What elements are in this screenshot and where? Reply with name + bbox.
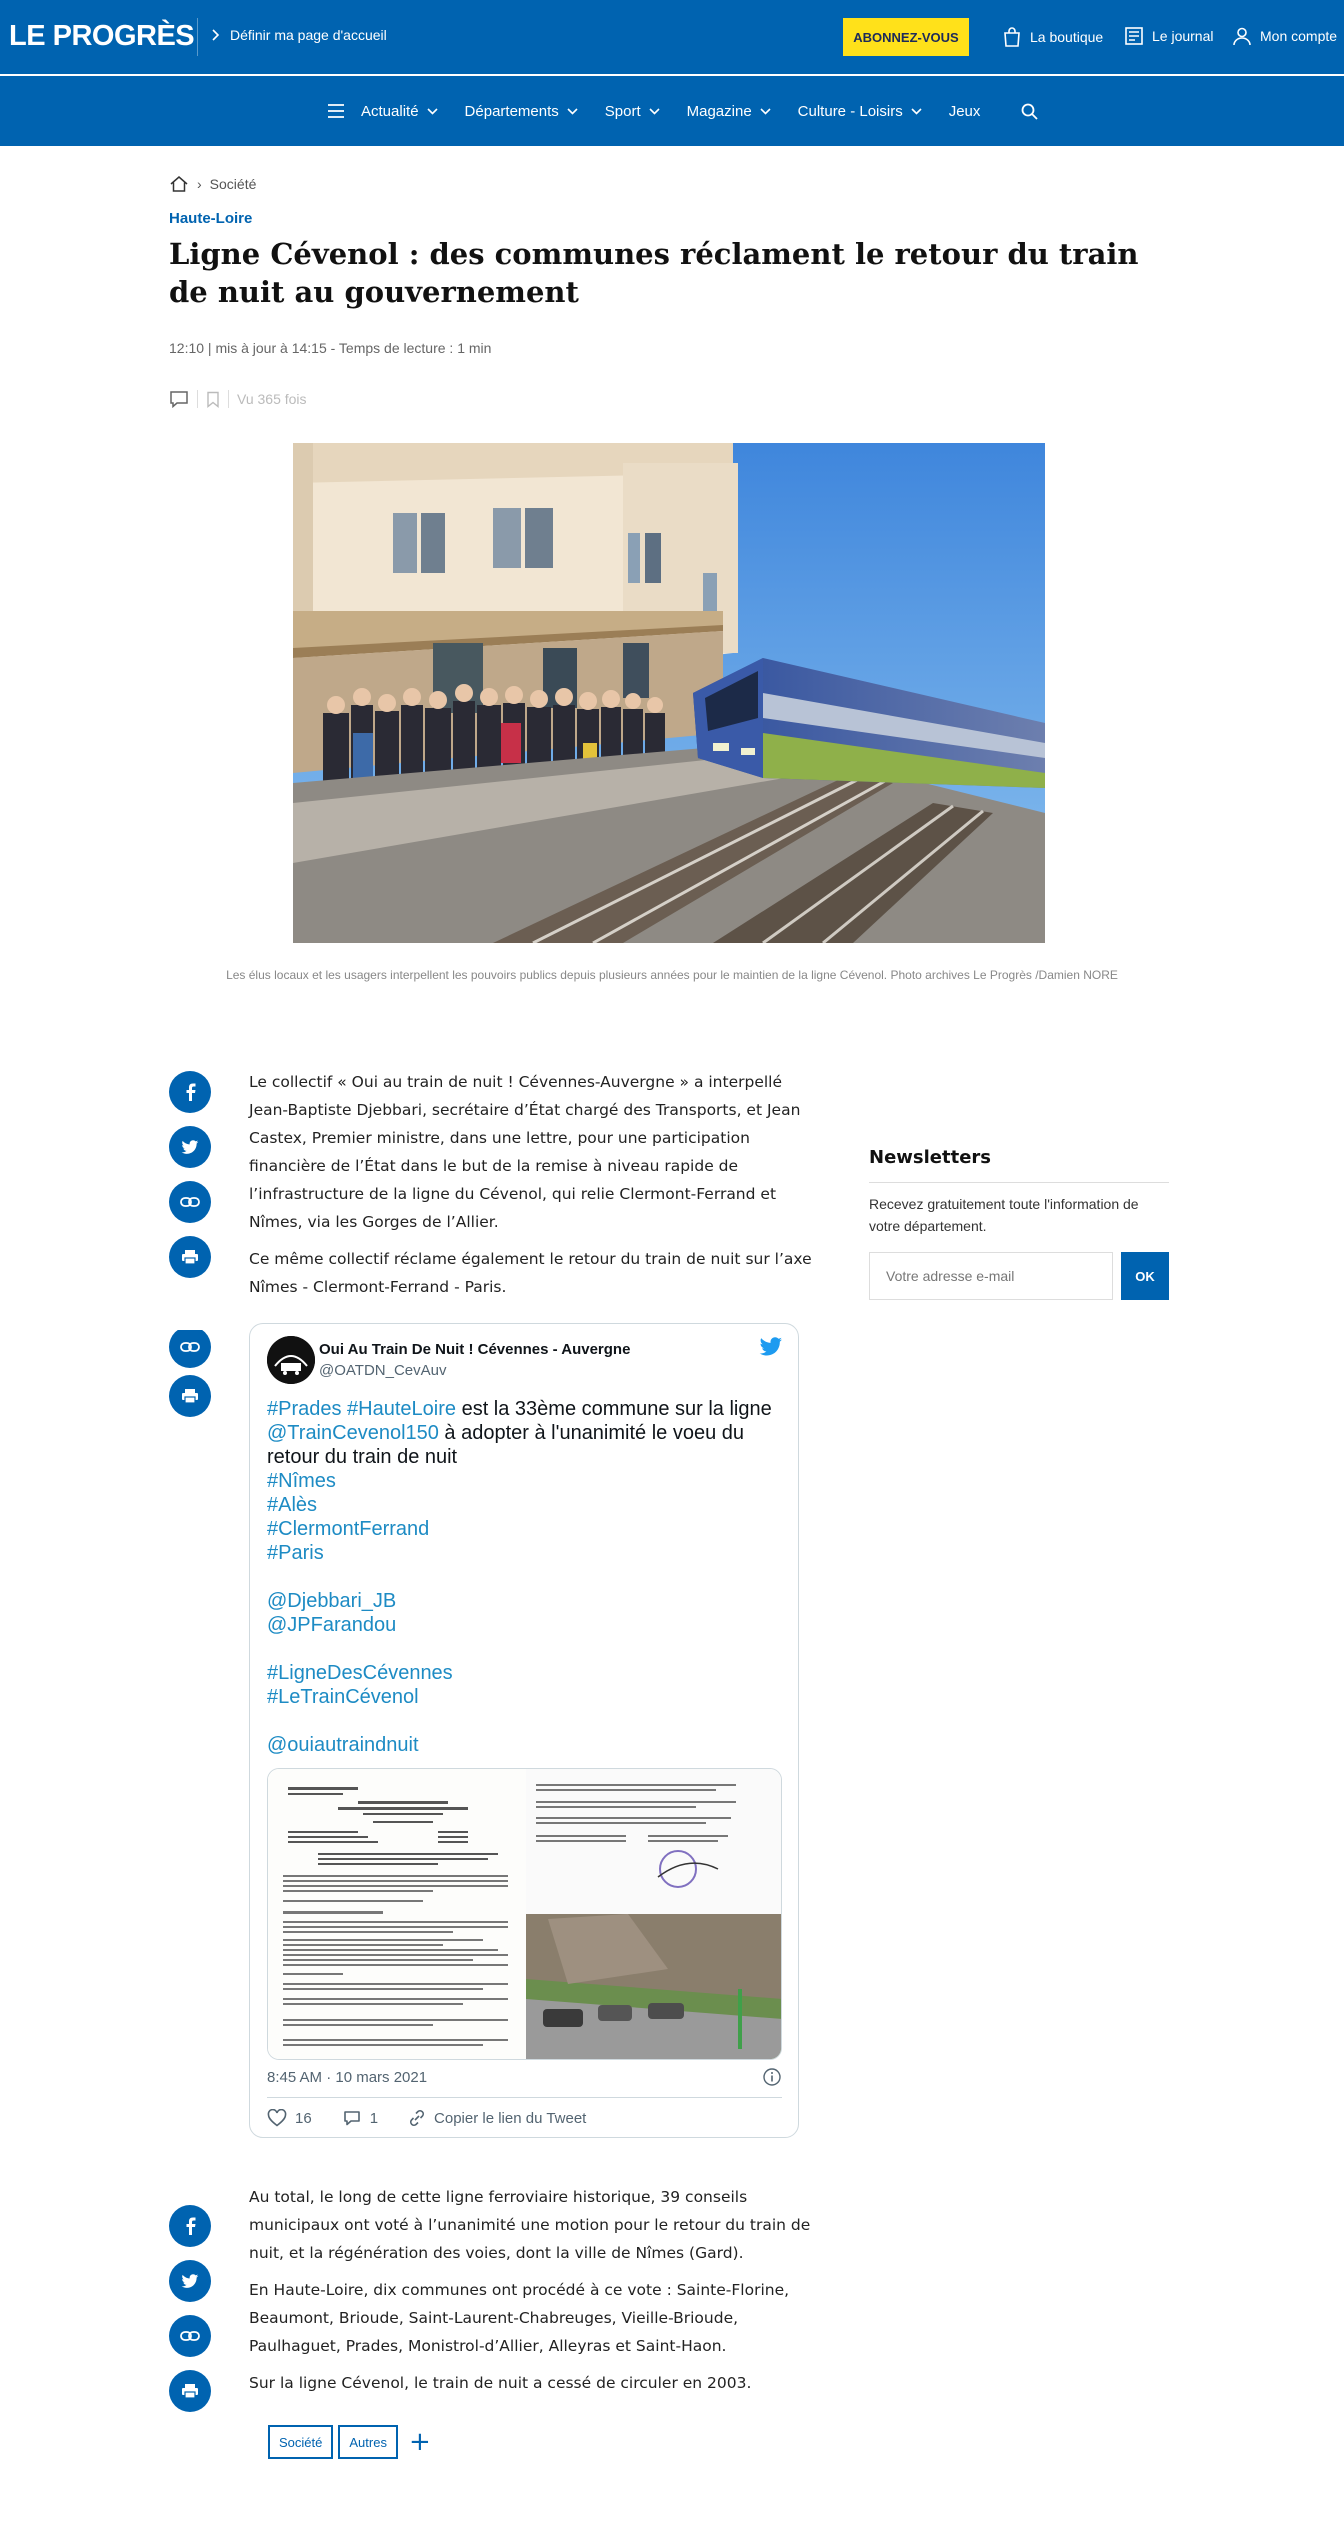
tweet-timestamp[interactable]: 8:45 AM · 10 mars 2021 (267, 2069, 428, 2086)
facebook-icon (183, 1083, 197, 1101)
twitter-share-button[interactable] (169, 1126, 211, 1168)
share-toolbar (169, 1071, 211, 1278)
tweet-hashtag[interactable]: #Prades #HauteLoire (267, 1398, 457, 1420)
tweet-line-gap (267, 1709, 787, 1733)
article-paragraph: Au total, le long de cette ligne ferroviaire historique, 39 conseils municipaux ont voté à l’unanimité une motion pour le retour du train de nuit, et la régénération des voies, dont la ville de Nîmes (Gard). (249, 2188, 811, 2262)
view-count: Vu 365 fois (237, 391, 307, 407)
nav-item-label: Magazine (686, 102, 752, 120)
tweet-mention[interactable]: @Djebbari_JB (267, 1590, 397, 1612)
tweet-hashtag[interactable]: #LeTrainCévenol (267, 1686, 419, 1708)
article-paragraph: Le collectif « Oui au train de nuit ! Cévennes-Auvergne » a interpellé Jean-Baptiste Djebbari, secrétaire d’État chargé des Transports, et Jean Castex, Premier ministre, dans une lettre, pour une participation financière de l’État dans le but de la remise à niveau rapide de l’infrastructure de la ligne du Cévenol, qui relie Clermont-Ferrand et Nîmes, via les Gorges de l’Allier. (249, 1073, 801, 1231)
breadcrumb (169, 175, 256, 193)
link-icon (180, 2330, 200, 2342)
tag-societe[interactable]: Société (268, 2425, 333, 2459)
nav-item-sport[interactable] (605, 103, 660, 120)
nav-item-jeux[interactable] (949, 103, 981, 120)
reader-divider (228, 390, 229, 408)
tweet-like-count: 16 (295, 2109, 312, 2127)
nav-item-actualite[interactable] (361, 103, 438, 120)
nav-item-magazine[interactable] (687, 103, 771, 120)
tweet-hashtag[interactable]: #Alès (267, 1494, 318, 1516)
article-body-part-1 (249, 1068, 824, 1310)
twitter-share-button[interactable] (169, 2260, 211, 2302)
link-icon (408, 2109, 426, 2127)
article-paragraph: En Haute-Loire, dix communes ont procédé à ce vote : Sainte-Florine, Beaumont, Brioude, Saint-Laurent-Chabreuges, Vieille-Brioude, Paulhaguet, Prades, Monistrol-d’Allier, Alleyras et Saint-Haon. (249, 2281, 790, 2355)
article-category[interactable]: Haute-Loire (169, 210, 253, 227)
newspaper-icon (1124, 26, 1144, 46)
tweet-hashtag[interactable]: #ClermontFerrand (267, 1518, 430, 1540)
tweet-line-gap (267, 1565, 787, 1589)
journal-label: Le journal (1152, 28, 1214, 44)
tweet-avatar[interactable] (267, 1336, 315, 1384)
tweet-copy-link-label: Copier le lien du Tweet (434, 2109, 587, 2127)
tweet-hashtag[interactable]: #LigneDesCévennes (267, 1662, 453, 1684)
tweet-mention[interactable]: @JPFarandou (267, 1614, 397, 1636)
facebook-share-button[interactable] (169, 1071, 211, 1113)
boutique-link[interactable] (1002, 26, 1103, 48)
tweet-divider (267, 2097, 782, 2098)
facebook-share-button[interactable] (169, 2205, 211, 2247)
sticky-share-toolbar-print (169, 1375, 211, 1417)
menu-icon[interactable] (327, 104, 345, 118)
article-paragraph: Ce même collectif réclame également le retour du train de nuit sur l’axe Nîmes - Clermont-Ferrand - Paris. (249, 1250, 812, 1296)
boutique-label: La boutique (1030, 29, 1104, 45)
top-bar (0, 0, 1344, 74)
info-icon[interactable] (762, 2067, 782, 2087)
account-label: Mon compte (1260, 28, 1338, 44)
nav-item-departements[interactable] (465, 103, 578, 120)
subscribe-button[interactable]: ABONNEZ-VOUS (843, 18, 969, 56)
tweet-author-handle[interactable]: @OATDN_CevAuv (319, 1362, 447, 1379)
article-photo[interactable] (293, 443, 1045, 943)
link-icon (180, 1341, 200, 1353)
nav-item-label: Culture - Loisirs (797, 102, 903, 120)
twitter-bird-icon[interactable] (759, 1337, 783, 1357)
chevron-down-icon (911, 108, 922, 115)
tweet-copy-link-button[interactable] (408, 2109, 586, 2127)
nav-item-label: Actualité (361, 102, 419, 120)
reader-tools (169, 390, 307, 408)
header-divider (197, 18, 198, 56)
photo-caption: Les élus locaux et les usagers interpellent les pouvoirs publics depuis plusieurs années pour le maintien de la ligne Cévenol. Photo archives Le Progrès /Damien NORE (226, 968, 1118, 982)
printer-icon (181, 1249, 199, 1265)
twitter-icon (181, 1140, 199, 1155)
shopping-bag-icon (1002, 26, 1022, 48)
nav-item-label: Sport (604, 102, 641, 120)
nav-item-label: Départements (464, 102, 559, 120)
chevron-right-icon (212, 29, 220, 41)
tweet-like-button[interactable] (267, 2109, 312, 2127)
printer-icon (181, 1388, 199, 1404)
tweet-actions (267, 2109, 608, 2127)
tweet-text (267, 1397, 787, 1757)
share-toolbar-bottom (169, 2205, 211, 2412)
copy-link-button[interactable] (169, 1326, 211, 1368)
journal-link[interactable] (1124, 26, 1214, 46)
reply-bubble-icon (342, 2109, 362, 2127)
breadcrumb-separator: › (197, 176, 202, 192)
set-homepage-label: Définir ma page d'accueil (230, 27, 387, 43)
tweet-author-name[interactable]: Oui Au Train De Nuit ! Cévennes - Auvergne (319, 1341, 631, 1358)
article-meta: 12:10 | mis à jour à 14:15 - Temps de lecture : 1 min (169, 340, 492, 356)
newsletter-title: Newsletters (869, 1147, 1169, 1183)
home-icon[interactable] (169, 175, 189, 193)
facebook-icon (183, 2217, 197, 2235)
train-station-illustration (293, 443, 1045, 943)
newsletter-email-input[interactable] (869, 1252, 1113, 1300)
tweet-hashtag[interactable]: #Paris (267, 1542, 324, 1564)
chevron-down-icon (567, 108, 578, 115)
tweet-mention[interactable]: @ouiautraindnuit (267, 1734, 419, 1756)
tweet-reply-count: 1 (369, 2109, 379, 2127)
main-navigation (0, 76, 1344, 146)
user-icon (1232, 26, 1252, 46)
embedded-tweet[interactable] (249, 1323, 799, 2138)
breadcrumb-section[interactable]: Société (209, 176, 257, 192)
search-icon[interactable] (1021, 103, 1038, 120)
article-tags (268, 2425, 431, 2459)
print-button[interactable] (169, 1375, 211, 1417)
tag-autres[interactable]: Autres (338, 2425, 398, 2459)
tweet-line-gap (267, 1637, 787, 1661)
print-button[interactable] (169, 2370, 211, 2412)
nav-item-culture-loisirs[interactable] (798, 103, 922, 120)
printer-icon (181, 2383, 199, 2399)
tweet-mention[interactable]: @TrainCevenol150 (267, 1422, 439, 1444)
tweet-document-photo (268, 1769, 782, 2060)
newsletter-description: Recevez gratuitement toute l'information de votre département. (869, 1196, 1139, 1234)
tweet-hashtag[interactable]: #Nîmes (267, 1470, 336, 1492)
sticky-share-toolbar (169, 1326, 211, 1368)
chevron-down-icon (760, 108, 771, 115)
tweet-text-fragment: à adopter à l'unanimité le voeu du retour du train de nuit (267, 1422, 745, 1468)
article-title: Ligne Cévenol : des communes réclament le retour du train de nuit au gouvernement (169, 237, 1139, 309)
account-link[interactable] (1232, 26, 1337, 46)
chevron-down-icon (427, 108, 438, 115)
tweet-text-fragment: est la 33ème commune sur la ligne (456, 1398, 772, 1420)
sticky-clip (169, 1318, 211, 1330)
bookmark-icon[interactable] (206, 391, 220, 408)
print-button[interactable] (169, 1236, 211, 1278)
comment-icon[interactable] (169, 390, 189, 408)
article-body-part-2 (249, 2183, 824, 2406)
newsletter-widget (869, 1147, 1169, 1300)
chevron-down-icon (649, 108, 660, 115)
set-homepage-link[interactable] (212, 27, 387, 43)
tweet-media[interactable] (267, 1768, 782, 2060)
newsletter-form (869, 1252, 1169, 1300)
article-paragraph: Sur la ligne Cévenol, le train de nuit a cessé de circuler en 2003. (249, 2374, 752, 2392)
link-icon (180, 1196, 200, 1208)
newsletter-submit-button[interactable]: OK (1121, 1252, 1169, 1300)
copy-link-button[interactable] (169, 1181, 211, 1223)
tweet-reply-button[interactable] (342, 2109, 378, 2127)
site-logo[interactable]: LE PROGRÈS (9, 20, 195, 52)
train-logo-icon (267, 1336, 315, 1384)
twitter-icon (181, 2274, 199, 2289)
copy-link-button[interactable] (169, 2315, 211, 2357)
heart-icon (267, 2109, 287, 2127)
reader-divider (197, 390, 198, 408)
plus-icon[interactable]: + (408, 2427, 431, 2457)
nav-item-label: Jeux (948, 102, 981, 120)
